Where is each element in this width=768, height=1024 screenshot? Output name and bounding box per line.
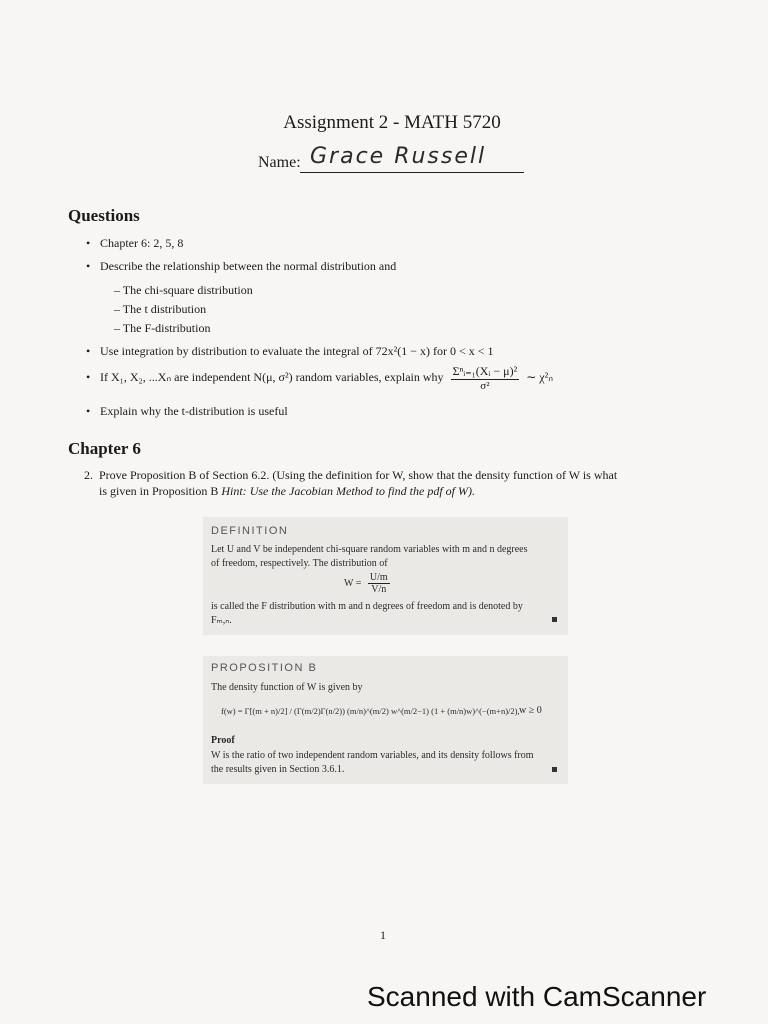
problem-number: 2. bbox=[84, 468, 93, 482]
formula-tail: ∼ χ²ₙ bbox=[526, 369, 553, 384]
page-number: 1 bbox=[380, 928, 386, 942]
chi-square-formula: $\frac{\text{Σⁿᵢ₌₁(Xᵢ − μ)²}}{\text{σ²}}$ bbox=[452, 364, 518, 392]
end-of-definition-mark bbox=[552, 617, 557, 622]
question-item: • Describe the relationship between the normal distribution and bbox=[86, 259, 397, 273]
proof-label: Proof bbox=[211, 735, 235, 746]
definition-heading: DEFINITION bbox=[211, 525, 289, 537]
proposition-heading: PROPOSITION B bbox=[211, 662, 318, 674]
hint-text: Use the Jacobian Method to find the pdf of W). bbox=[249, 484, 475, 498]
problem-text: Prove Proposition B of Section 6.2. (Using the definition for W, show that the density function of W is what is given in Proposition B Hint: Use the Jacobian Method to find the pdf of W). bbox=[99, 468, 618, 498]
document-title: Assignment 2 - MATH 5720 bbox=[283, 112, 501, 133]
sub-item: – The chi-square distribution bbox=[114, 283, 253, 297]
bullet-icon: • bbox=[86, 369, 91, 384]
bullet-icon: • bbox=[86, 236, 91, 250]
sub-item: – The F-distribution bbox=[114, 321, 211, 335]
question-item: • If X₁, X₂, ...Xₙ are independent N(μ, σ²) random variables, explain why $\frac{\text{Σⁿᵢ₌₁(Xᵢ − μ)²}}{\text{σ²}}$ ∼ χ²ₙ bbox=[86, 364, 553, 392]
sub-item: – The t distribution bbox=[114, 302, 207, 316]
chapter-heading: Chapter 6 bbox=[68, 439, 141, 458]
question-item: • Use integration by distribution to evaluate the integral of 72x²(1 − x) for 0 < x < 1 bbox=[86, 344, 494, 358]
question-item: • Explain why the t-distribution is useful bbox=[86, 404, 288, 418]
question-item: • Chapter 6: 2, 5, 8 bbox=[86, 236, 184, 250]
w-formula: W = $\frac{U/m}{V/n}$ bbox=[344, 572, 388, 595]
camscanner-watermark: Scanned with CamScanner bbox=[367, 981, 707, 1012]
definition-box: DEFINITION Let U and V be independent chi-square random variables with m and n degrees of freedom, respectively. The distribution of W = $\frac{U/m}{V/n}$ is called the F distribution with m and n degrees of freedom and is denoted by Fₘ,ₙ. bbox=[203, 517, 568, 635]
name-label: Name: bbox=[258, 154, 301, 171]
handwritten-name: Grace Russell bbox=[310, 144, 487, 169]
proposition-box: PROPOSITION B The density function of W is given by f(w) = Γ[(m + n)/2] / (Γ(m/2)Γ(n/2)) (m/n)^(m/2) w^(m/2−1) (1 + (m/n)w)^(−(m+n)/2), w ≥ 0 Proof W is the ratio of two independent random variables, and its density follows from the results given in Section 3.6.1. bbox=[203, 656, 568, 784]
bullet-icon: • bbox=[86, 344, 91, 358]
bullet-icon: • bbox=[86, 259, 91, 273]
end-of-proof-mark bbox=[552, 767, 557, 772]
density-formula: f(w) = Γ[(m + n)/2] / (Γ(m/2)Γ(n/2)) (m/n)^(m/2) w^(m/2−1) (1 + (m/n)w)^(−(m+n)/2), bbox=[221, 706, 520, 716]
hint-label: Hint: bbox=[221, 484, 247, 498]
name-underline bbox=[300, 172, 524, 173]
questions-heading: Questions bbox=[68, 206, 140, 225]
bullet-icon: • bbox=[86, 404, 91, 418]
density-condition: w ≥ 0 bbox=[519, 705, 542, 716]
